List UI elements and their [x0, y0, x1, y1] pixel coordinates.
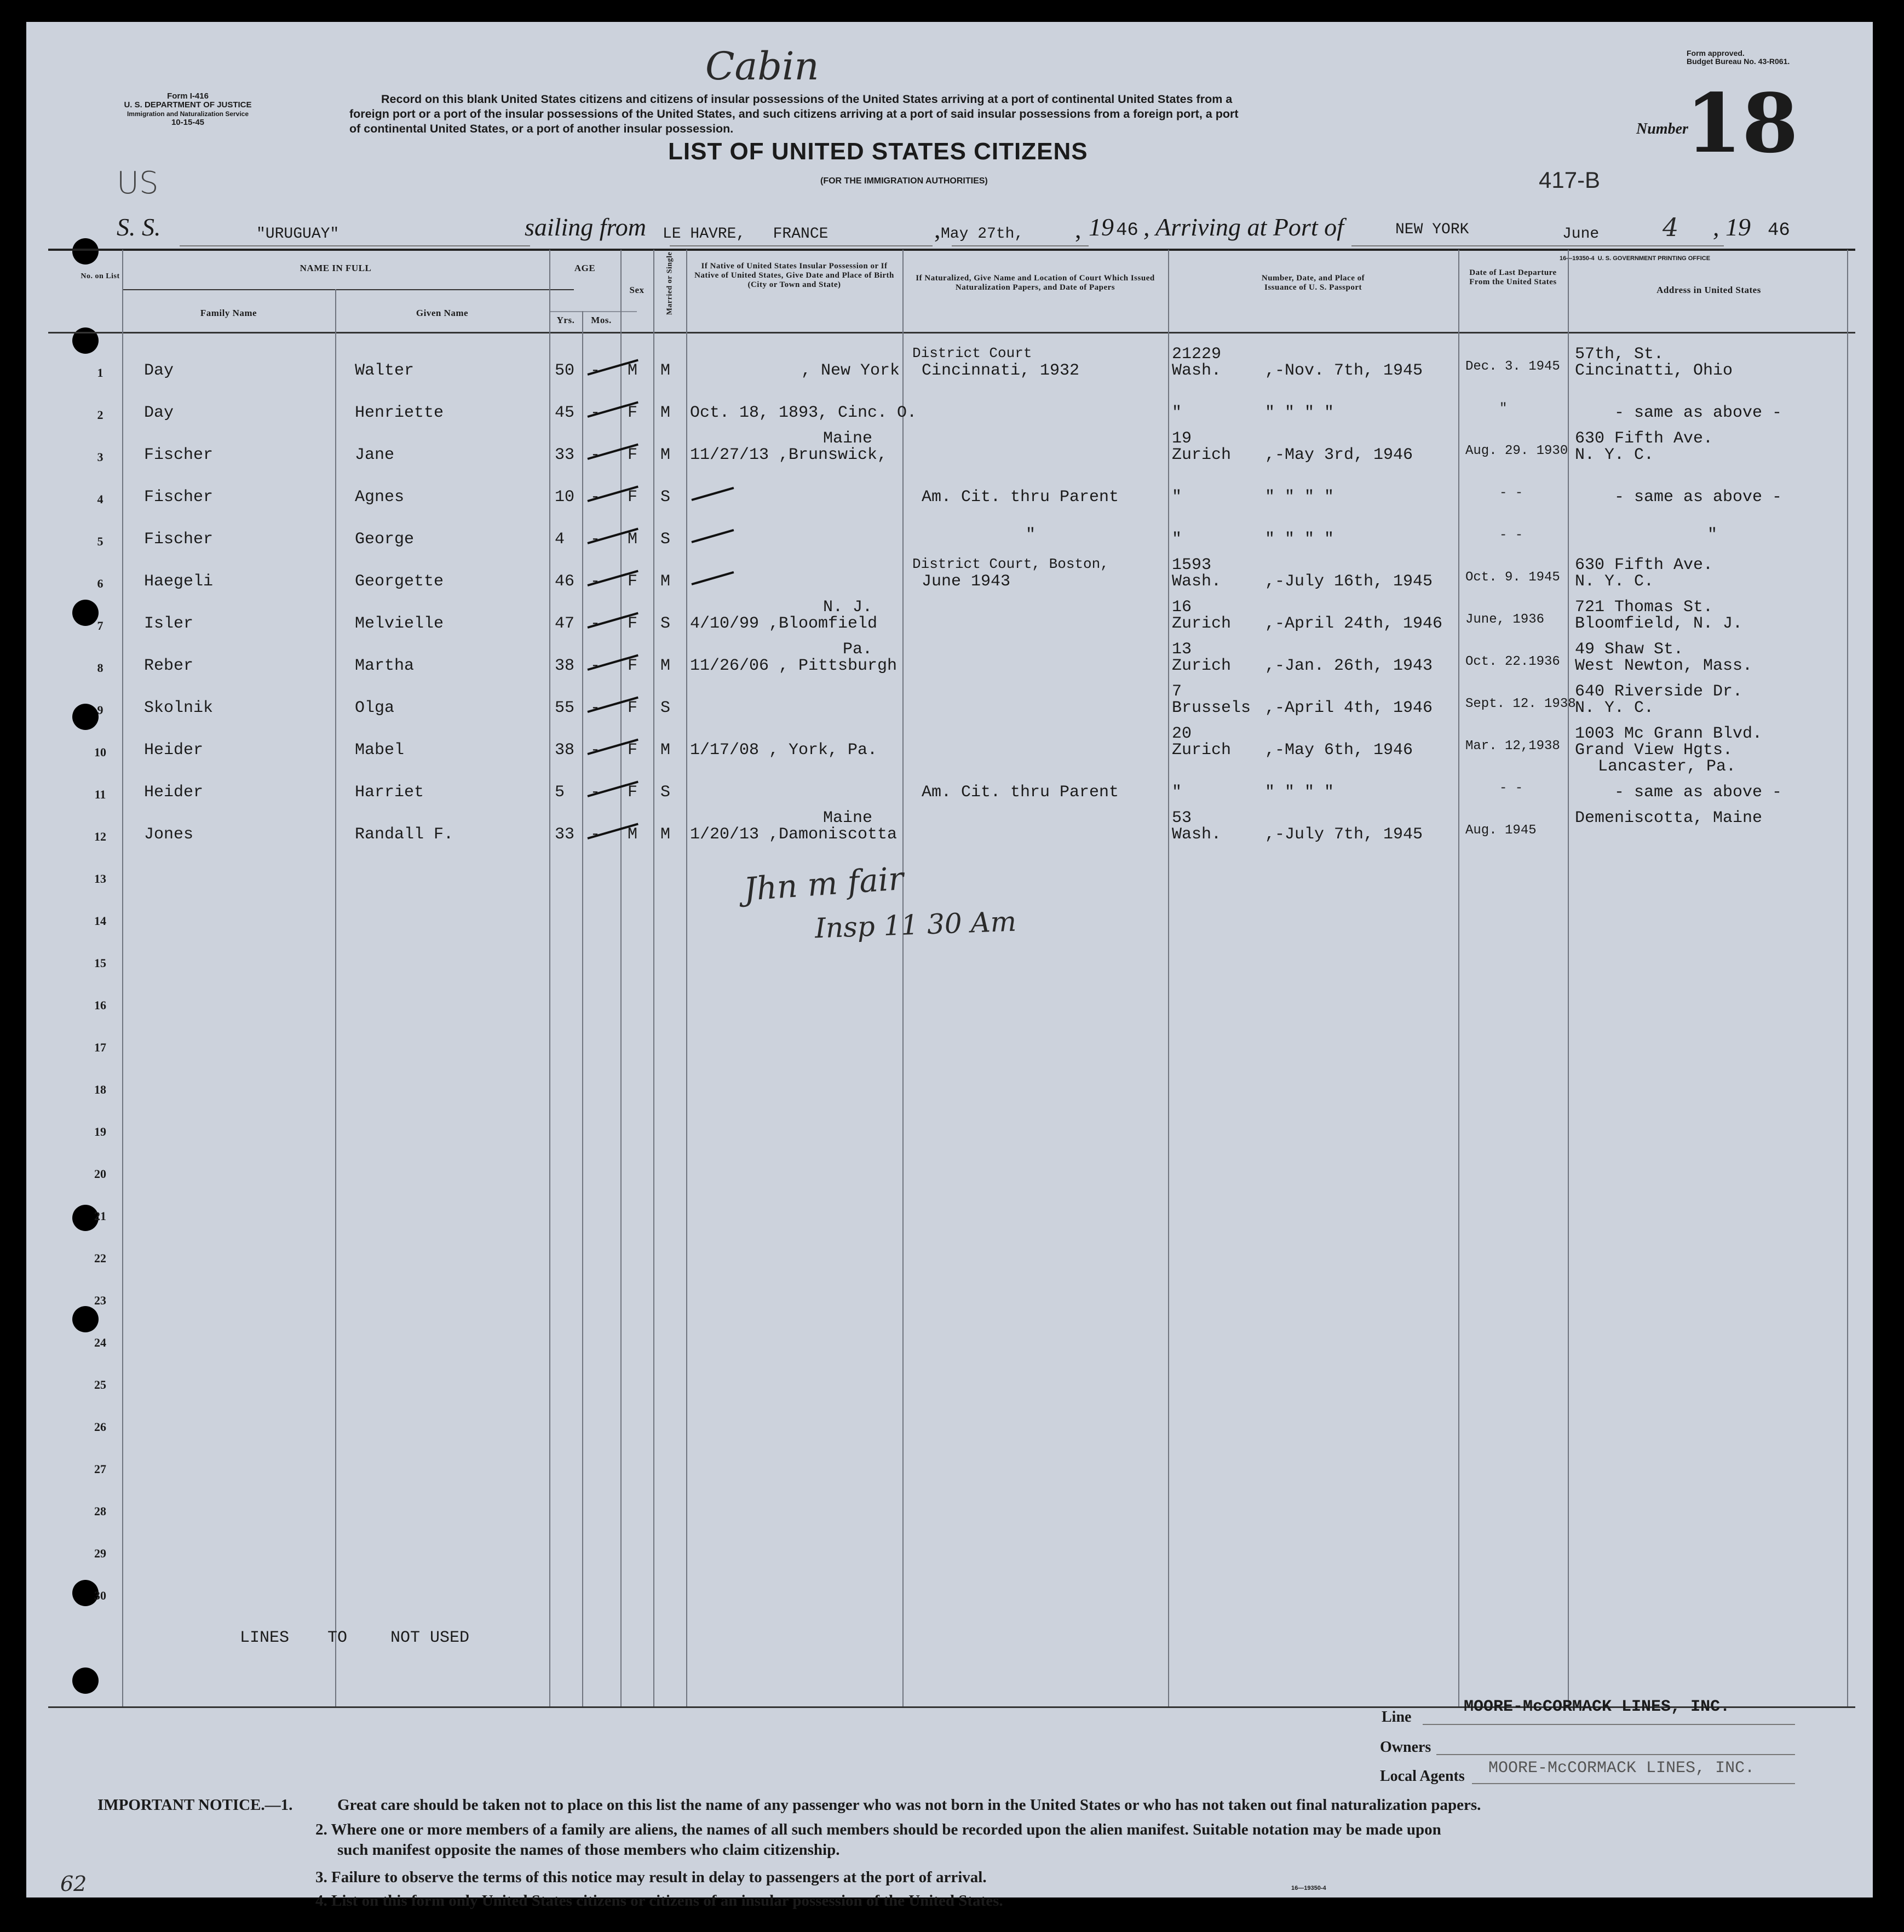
column-rule: [122, 250, 123, 1706]
sex: F: [628, 488, 638, 507]
lines-label: LINES: [240, 1629, 290, 1647]
approval-text: Form approved.: [1687, 49, 1745, 58]
column-rule: [1458, 250, 1459, 1706]
family-name: Haegeli: [144, 572, 214, 591]
birth-state: Pa.: [842, 640, 872, 659]
column-rule: [1568, 250, 1569, 1706]
age-months: -: [590, 488, 601, 507]
inspector-signature: Jhn m fair: [742, 859, 905, 909]
passport-place: Zurich: [1172, 741, 1232, 760]
date-blank: [952, 245, 1089, 246]
row-number: 10: [94, 745, 106, 759]
sex: F: [628, 446, 638, 464]
family-name: Day: [144, 404, 174, 422]
marital-status: M: [660, 825, 671, 844]
header-months: Mos.: [591, 315, 612, 325]
ship-name: "URUGUAY": [256, 226, 340, 243]
row-number: 20: [94, 1167, 106, 1181]
age-months: -: [590, 404, 601, 422]
last-departure: June, 1936: [1465, 612, 1545, 627]
birth-state: Maine: [822, 809, 872, 827]
address-line-3: Lancaster, Pa.: [1598, 757, 1736, 776]
given-name: Melvielle: [355, 614, 444, 633]
departure-year-prefix: 19: [1089, 213, 1114, 241]
marital-status: M: [660, 657, 671, 675]
row-number: 27: [94, 1462, 106, 1476]
family-name: Jones: [144, 825, 194, 844]
header-age: AGE: [574, 263, 596, 273]
sex: M: [628, 825, 638, 844]
address-line-1: - same as above -: [1614, 783, 1782, 802]
last-departure: Sept. 12. 1938: [1465, 697, 1576, 711]
passport-place: Zurich: [1172, 614, 1232, 633]
naturalization-detail: Am. Cit. thru Parent: [922, 783, 1119, 802]
address-line-2: N. Y. C.: [1575, 699, 1654, 717]
column-rule: [335, 289, 336, 1706]
given-name: Jane: [355, 446, 395, 464]
age-years: 46: [555, 572, 575, 591]
last-departure: Oct. 9. 1945: [1465, 570, 1560, 585]
age-months: -: [590, 783, 601, 802]
marital-status: S: [660, 783, 671, 802]
header-no: No. on List: [80, 272, 120, 280]
marital-status: M: [660, 404, 671, 422]
age-years: 45: [555, 404, 575, 422]
marital-status: M: [660, 741, 671, 760]
passport-place: Wash.: [1172, 825, 1222, 844]
owners-blank: [1436, 1754, 1795, 1755]
family-name: Heider: [144, 741, 204, 760]
family-name: Heider: [144, 783, 204, 802]
passport-date: ,-May 6th, 1946: [1265, 741, 1413, 760]
handwritten-us: US: [117, 165, 159, 201]
passport-place: Zurich: [1172, 446, 1232, 464]
sex: F: [628, 741, 638, 760]
arrival-year: 46: [1768, 220, 1790, 241]
naturalization-court: ": [1026, 526, 1036, 544]
passport-number: 7: [1172, 682, 1182, 701]
passport-place: ": [1172, 783, 1182, 802]
row-number: 17: [94, 1040, 106, 1054]
naturalization-detail: Cincinnati, 1932: [922, 361, 1080, 380]
line-blank: [1423, 1724, 1795, 1725]
row-number: 23: [94, 1293, 106, 1307]
address-line-1: 721 Thomas St.: [1575, 598, 1713, 617]
sex: M: [628, 361, 638, 380]
marital-status: S: [660, 530, 671, 549]
passport-date: ,-Jan. 26th, 1943: [1265, 657, 1433, 675]
marital-status: S: [660, 614, 671, 633]
header-given-name: Given Name: [416, 308, 469, 318]
age-years: 38: [555, 657, 575, 675]
sex: F: [628, 699, 638, 717]
given-name: Martha: [355, 657, 415, 675]
file-code: 417-B: [1539, 167, 1601, 193]
sex: F: [628, 614, 638, 633]
address-line-2: Grand View Hgts.: [1575, 741, 1733, 760]
age-months: -: [590, 825, 601, 844]
instructions-line: foreign port or a port of the insular possessions of the United States, and such citizens arriving at a port of said insular possessions from a foreign port, a port: [349, 107, 1239, 120]
age-years: 38: [555, 741, 575, 760]
age-years: 4: [555, 530, 565, 549]
arrival-year-prefix: , 19: [1713, 213, 1751, 241]
header-address: Address in United States: [1656, 285, 1761, 295]
age-years: 50: [555, 361, 575, 380]
header-native: If Native of United States Insular Possession or If Native of United States, Give Date and Place of Birth (City or Town and State): [694, 262, 894, 289]
header-passport: Number, Date, and Place of Issuance of U. S. Passport: [1261, 274, 1365, 292]
address-line-2: N. Y. C.: [1575, 572, 1654, 591]
row-number: 28: [94, 1504, 106, 1518]
row-number: 2: [97, 408, 103, 422]
to-label: TO: [327, 1629, 348, 1647]
strike-mark: [691, 487, 734, 501]
address-line-2: Cincinatti, Ohio: [1575, 361, 1733, 380]
table-header-border: [48, 332, 1855, 334]
birth-date-place: 1/20/13 ,Damoniscotta: [690, 825, 898, 844]
passport-number: 21229: [1172, 345, 1222, 364]
strike-mark: [691, 529, 734, 543]
header-last-departure: Date of Last Departure From the United States: [1469, 268, 1557, 286]
sex: F: [628, 572, 638, 591]
column-rule: [686, 250, 687, 1706]
birth-state: Maine: [822, 429, 872, 448]
form-number: Form I-416: [167, 91, 209, 101]
row-number: 6: [97, 577, 103, 590]
age-months: -: [590, 741, 601, 760]
row-number: 19: [94, 1125, 106, 1138]
passport-date: " " " ": [1265, 404, 1334, 422]
row-number: 11: [94, 787, 106, 801]
row-number: 14: [94, 914, 106, 928]
given-name: Olga: [355, 699, 395, 717]
arrival-port: NEW YORK: [1395, 221, 1469, 238]
arriving-label: , Arriving at Port of: [1143, 213, 1344, 241]
from-blank: [670, 245, 933, 246]
arrival-month: June: [1562, 226, 1600, 243]
age-months: -: [590, 446, 601, 464]
row-number: 24: [94, 1336, 106, 1349]
strike-mark: [691, 571, 734, 585]
address-line-1: ": [1707, 526, 1718, 544]
number-label: Number: [1636, 120, 1688, 137]
age-years: 33: [555, 446, 575, 464]
passport-date: " " " ": [1265, 530, 1334, 549]
age-months: -: [590, 657, 601, 675]
header-name-in-full: NAME IN FULL: [300, 263, 372, 273]
column-rule: [1168, 250, 1169, 1706]
passport-date: ,-July 7th, 1945: [1265, 825, 1423, 844]
given-name: Henriette: [355, 404, 444, 422]
family-name: Skolnik: [144, 699, 214, 717]
departure-year: 46: [1116, 220, 1138, 241]
arrival-date-blank: [1543, 245, 1724, 246]
departure-date: May 27th,: [941, 226, 1024, 243]
row-number: 25: [94, 1378, 106, 1392]
passport-place: Wash.: [1172, 361, 1222, 380]
sex: M: [628, 530, 638, 549]
passport-number: 53: [1172, 809, 1192, 827]
row-number: 5: [97, 534, 103, 548]
comma: ,: [934, 215, 941, 243]
column-rule: [902, 250, 904, 1706]
notice-item-2-cont: such manifest opposite the names of those members who claim citizenship.: [337, 1841, 840, 1859]
column-rule: [582, 311, 583, 1706]
passport-number: 20: [1172, 725, 1192, 743]
row-number: 13: [94, 872, 106, 886]
name-header-rule: [122, 289, 574, 290]
manifest-sheet: [26, 22, 1873, 1910]
row-number: 21: [94, 1209, 106, 1223]
passport-place: ": [1172, 404, 1182, 422]
age-months: -: [590, 572, 601, 591]
birth-date-place: Oct. 18, 1893, Cinc. O.: [690, 404, 917, 422]
column-rule: [653, 250, 654, 1706]
row-number: 12: [94, 830, 106, 843]
row-number: 9: [97, 703, 103, 717]
instructions-line: of continental United States, or a port of another insular possession.: [349, 122, 734, 135]
page-subtitle: (FOR THE IMMIGRATION AUTHORITIES): [820, 176, 988, 186]
given-name: Randall F.: [355, 825, 454, 844]
last-departure: Oct. 22.1936: [1465, 654, 1560, 669]
sailing-label: sailing from: [525, 213, 646, 241]
last-departure: - -: [1499, 781, 1523, 796]
last-departure: Mar. 12,1938: [1465, 739, 1560, 754]
instructions-line: Record on this blank United States citizens and citizens of insular possessions of the United States arriving at a port of continental United States from a: [381, 93, 1233, 106]
punch-hole: [72, 1306, 99, 1332]
row-number: 30: [94, 1589, 106, 1602]
passport-date: " " " ": [1265, 488, 1334, 507]
notice-label: IMPORTANT NOTICE.—1.: [97, 1796, 293, 1814]
department: U. S. DEPARTMENT OF JUSTICE: [124, 100, 252, 110]
print-code: [1560, 255, 1710, 262]
sex: F: [628, 657, 638, 675]
row-number: 26: [94, 1420, 106, 1434]
last-departure: Dec. 3. 1945: [1465, 359, 1560, 374]
given-name: Agnes: [355, 488, 405, 507]
age-months: -: [590, 699, 601, 717]
family-name: Day: [144, 361, 174, 380]
age-years: 10: [555, 488, 575, 507]
address-line-1: 49 Shaw St.: [1575, 640, 1684, 659]
ship-blank: [180, 245, 530, 246]
age-years: 33: [555, 825, 575, 844]
passport-number: 16: [1172, 598, 1192, 617]
punch-hole: [72, 238, 99, 264]
naturalization-detail: Am. Cit. thru Parent: [922, 488, 1119, 507]
column-rule: [620, 250, 622, 1706]
family-name: Fischer: [144, 530, 214, 549]
notice-item-2: 2. Where one or more members of a family are aliens, the names of all such members should be recorded upon the alien manifest. Suitable notation may be made upon: [315, 1821, 1441, 1838]
from-port: LE HAVRE, FRANCE: [663, 226, 829, 243]
address-line-2: N. Y. C.: [1575, 446, 1654, 464]
budget-number: Budget Bureau No. 43-R061.: [1687, 57, 1790, 66]
passport-date: ,-May 3rd, 1946: [1265, 446, 1413, 464]
address-line-1: - same as above -: [1614, 404, 1782, 422]
agents-blank: [1472, 1783, 1795, 1784]
marital-status: S: [660, 488, 671, 507]
notice-item-4: 4. List on this form only United States citizens or citizens of an insular possession of the United States.: [315, 1892, 1003, 1910]
page-title: LIST OF UNITED STATES CITIZENS: [668, 138, 1088, 165]
row-number: 29: [94, 1546, 106, 1560]
given-name: Harriet: [355, 783, 424, 802]
row-number: 18: [94, 1083, 106, 1096]
passport-place: ": [1172, 530, 1182, 549]
row-number: 1: [97, 366, 103, 380]
row-number: 22: [94, 1251, 106, 1265]
age-months: -: [590, 530, 601, 549]
address-line-1: 1003 Mc Grann Blvd.: [1575, 725, 1763, 743]
passport-date: ,-July 16th, 1945: [1265, 572, 1433, 591]
footer-print-code: 16—19350-4: [1291, 1885, 1326, 1891]
address-line-1: 640 Riverside Dr.: [1575, 682, 1743, 701]
birth-date-place: 11/27/13 ,Brunswick,: [690, 446, 888, 464]
passport-date: ,-April 4th, 1946: [1265, 699, 1433, 717]
passport-date: ,-April 24th, 1946: [1265, 614, 1443, 633]
agents-label: Local Agents: [1380, 1768, 1465, 1785]
age-months: -: [590, 361, 601, 380]
birth-state: N. J.: [822, 598, 872, 617]
header-family-name: Family Name: [200, 308, 257, 318]
family-name: Isler: [144, 614, 194, 633]
punch-hole: [72, 1668, 99, 1694]
given-name: Georgette: [355, 572, 444, 591]
ss-label: S. S.: [117, 213, 161, 241]
passport-place: Zurich: [1172, 657, 1232, 675]
row-number: 3: [97, 450, 103, 464]
inspection-note: Insp 11 30 Am: [814, 905, 1017, 945]
birth-date-place: 1/17/08 , York, Pa.: [690, 741, 878, 760]
row-number: 7: [97, 619, 103, 633]
comma: ,: [1075, 215, 1082, 243]
form-identifier: [97, 92, 278, 127]
marital-status: M: [660, 572, 671, 591]
address-line-1: Demeniscotta, Maine: [1575, 809, 1763, 827]
arrival-day: 4: [1663, 212, 1679, 242]
column-rule: [1847, 250, 1848, 1706]
address-line-1: 630 Fifth Ave.: [1575, 556, 1713, 574]
passport-date: " " " ": [1265, 783, 1334, 802]
print-code-number: 16—19350-4: [1560, 255, 1595, 262]
header-sex: Sex: [629, 285, 645, 295]
table-top-border: [48, 249, 1855, 251]
manifest-number: 18: [1686, 76, 1798, 171]
passport-number: 1593: [1172, 556, 1212, 574]
last-departure: ": [1499, 401, 1508, 416]
passport-date: ,-Nov. 7th, 1945: [1265, 361, 1423, 380]
notice-item-1: Great care should be taken not to place on this list the name of any passenger who was not born in the United States or who has not taken out final naturalization papers.: [337, 1796, 1481, 1814]
line-value: MOORE-McCORMACK LINES, INC.: [1464, 1698, 1730, 1716]
age-months: -: [590, 614, 601, 633]
line-label: Line: [1382, 1709, 1412, 1726]
header-years: Yrs.: [556, 315, 575, 325]
given-name: Walter: [355, 361, 415, 380]
address-line-1: - same as above -: [1614, 488, 1782, 507]
naturalization-court: District Court, Boston,: [912, 556, 1109, 572]
header-naturalized: If Naturalized, Give Name and Location of Court Which Issued Naturalization Papers, and Date of Papers: [916, 274, 1155, 292]
given-name: George: [355, 530, 415, 549]
age-years: 5: [555, 783, 565, 802]
row-number: 4: [97, 492, 103, 506]
handwritten-page-number: 62: [60, 1872, 87, 1896]
address-line-2: Bloomfield, N. J.: [1575, 614, 1743, 633]
address-line-2: West Newton, Mass.: [1575, 657, 1753, 675]
family-name: Reber: [144, 657, 194, 675]
address-line-1: 630 Fifth Ave.: [1575, 429, 1713, 448]
row-number: 15: [94, 956, 106, 970]
print-office: U. S. GOVERNMENT PRINTING OFFICE: [1597, 255, 1711, 262]
form-approval: [1687, 49, 1790, 66]
last-departure: Aug. 29. 1930: [1465, 444, 1568, 458]
birth-date-place: 4/10/99 ,Bloomfield: [690, 614, 878, 633]
age-years: 47: [555, 614, 575, 633]
owners-label: Owners: [1380, 1739, 1431, 1756]
form-date: 10-15-45: [171, 118, 205, 127]
family-name: Fischer: [144, 488, 214, 507]
row-number: 8: [97, 661, 103, 675]
column-rule: [549, 250, 550, 1706]
birth-date-place: , New York: [801, 361, 900, 380]
marital-status: M: [660, 361, 671, 380]
passport-number: 13: [1172, 640, 1192, 659]
passport-number: 19: [1172, 429, 1192, 448]
handwritten-cabin: Cabin: [705, 44, 819, 89]
last-departure: Aug. 1945: [1465, 823, 1537, 838]
sex: F: [628, 783, 638, 802]
naturalization-court: District Court: [912, 345, 1032, 361]
marital-status: M: [660, 446, 671, 464]
last-departure: - -: [1499, 528, 1523, 543]
header-married-single: Married or Single: [665, 251, 674, 315]
row-number: 16: [94, 998, 106, 1012]
agents-value: MOORE-McCORMACK LINES, INC.: [1488, 1759, 1755, 1778]
address-line-1: 57th, St.: [1575, 345, 1664, 364]
age-years: 55: [555, 699, 575, 717]
not-used-label: NOT USED: [390, 1629, 470, 1647]
birth-date-place: 11/26/06 , Pittsburgh: [690, 657, 898, 675]
instructions: [349, 92, 1239, 136]
service: Immigration and Naturalization Service: [126, 110, 249, 118]
passport-place: Wash.: [1172, 572, 1222, 591]
sex: F: [628, 404, 638, 422]
passport-place: Brussels: [1172, 699, 1251, 717]
passport-place: ": [1172, 488, 1182, 507]
notice-item-3: 3. Failure to observe the terms of this notice may result in delay to passengers at the port of arrival.: [315, 1868, 987, 1886]
naturalization-detail: June 1943: [922, 572, 1011, 591]
given-name: Mabel: [355, 741, 405, 760]
age-header-rule: [549, 311, 637, 312]
family-name: Fischer: [144, 446, 214, 464]
last-departure: - -: [1499, 486, 1523, 501]
marital-status: S: [660, 699, 671, 717]
